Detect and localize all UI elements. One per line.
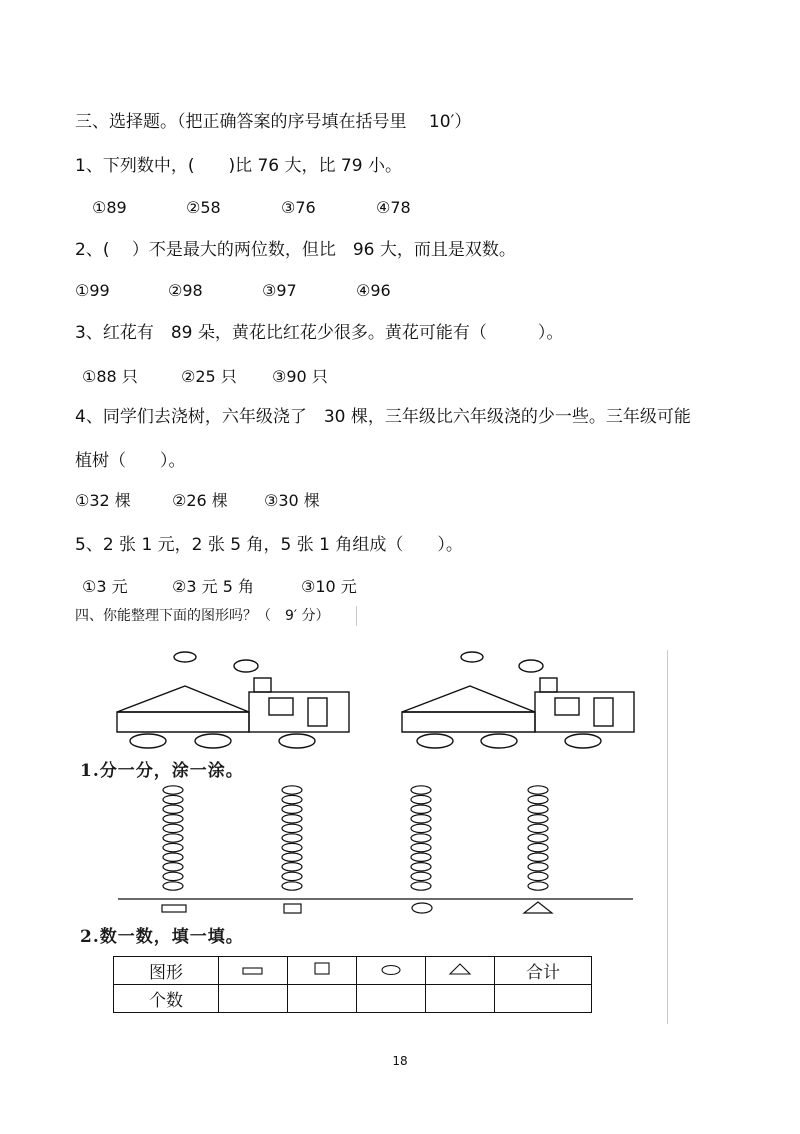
coloring-oval[interactable] (282, 872, 302, 880)
wheel-circle (279, 734, 315, 748)
coloring-oval[interactable] (163, 882, 183, 890)
rectangle-header (219, 957, 288, 985)
coloring-oval[interactable] (528, 786, 548, 794)
q3-option-3: ③90 只 (272, 367, 328, 386)
wagon-triangle (402, 686, 535, 712)
coloring-oval[interactable] (528, 795, 548, 803)
rectangle-icon (242, 966, 264, 976)
coloring-oval[interactable] (528, 882, 548, 890)
q1-option-1: ①89 (92, 198, 127, 217)
triangle-header (426, 957, 495, 985)
coloring-oval[interactable] (163, 853, 183, 861)
answer-cell[interactable] (288, 985, 357, 1013)
answer-cell[interactable] (495, 985, 592, 1013)
coloring-oval[interactable] (411, 872, 431, 880)
coloring-oval[interactable] (411, 824, 431, 832)
row-count-label: 个数 (114, 985, 219, 1013)
coloring-oval[interactable] (528, 805, 548, 813)
q1-option-3: ③76 (281, 198, 316, 217)
coloring-oval[interactable] (411, 843, 431, 851)
q5-option-1: ①3 元 (82, 577, 128, 596)
door-rectangle (594, 698, 613, 726)
wheel-circle (195, 734, 231, 748)
coloring-oval[interactable] (163, 834, 183, 842)
coloring-oval[interactable] (282, 815, 302, 823)
coloring-oval[interactable] (528, 853, 548, 861)
q1-option-4: ④78 (376, 198, 411, 217)
chimney-square (254, 678, 271, 692)
q3-stem: 3、红花有 89 朵，黄花比红花少很多。黄花可能有（ ）。 (75, 323, 564, 343)
q1-option-2: ②58 (186, 198, 221, 217)
q2-option-3: ③97 (262, 281, 297, 300)
coloring-oval[interactable] (528, 872, 548, 880)
chimney-square (540, 678, 557, 692)
coloring-oval[interactable] (282, 805, 302, 813)
q4-option-1: ①32 棵 (75, 491, 131, 510)
coloring-oval[interactable] (163, 863, 183, 871)
q2-option-2: ②98 (168, 281, 203, 300)
coloring-oval[interactable] (411, 815, 431, 823)
coloring-oval[interactable] (163, 843, 183, 851)
coloring-oval[interactable] (528, 843, 548, 851)
square-icon (313, 962, 331, 976)
q2-option-1: ①99 (75, 281, 110, 300)
answer-cell[interactable] (426, 985, 495, 1013)
answer-cell[interactable] (219, 985, 288, 1013)
q3-option-1: ①88 只 (82, 367, 138, 386)
wagon-rectangle (117, 712, 249, 732)
coloring-oval[interactable] (282, 882, 302, 890)
q4-stem-line1: 4、同学们去浇树，六年级浇了 30 棵，三年级比六年级浇的少一些。三年级可能 (75, 407, 691, 427)
coloring-oval[interactable] (411, 805, 431, 813)
q4-option-2: ②26 棵 (172, 491, 228, 510)
wheel-circle (417, 734, 453, 748)
smoke-oval (174, 652, 196, 662)
coloring-oval[interactable] (411, 786, 431, 794)
cab-rectangle (535, 692, 634, 732)
coloring-oval[interactable] (528, 834, 548, 842)
header-total: 合计 (495, 957, 592, 985)
square-label-icon (284, 904, 301, 913)
window-rectangle (269, 698, 293, 715)
q5-stem: 5、2 张 1 元，2 张 5 角，5 张 1 角组成（ ）。 (75, 535, 463, 555)
wheel-circle (565, 734, 601, 748)
q3-option-2: ②25 只 (181, 367, 237, 386)
q2-stem: 2、( ）不是最大的两位数，但比 96 大，而且是双数。 (75, 240, 516, 260)
coloring-oval[interactable] (411, 853, 431, 861)
page-number: 18 (392, 1054, 408, 1068)
coloring-oval[interactable] (282, 853, 302, 861)
coloring-oval[interactable] (282, 863, 302, 871)
section3-title: 三、选择题。（把正确答案的序号填在括号里 10′） (75, 112, 472, 132)
q4-option-3: ③30 棵 (264, 491, 320, 510)
smoke-oval (519, 660, 543, 672)
train-left (117, 652, 349, 748)
color-columns (0, 780, 800, 920)
q5-option-3: ③10 元 (301, 577, 357, 596)
coloring-oval[interactable] (163, 805, 183, 813)
tally-table (113, 956, 592, 1013)
coloring-oval[interactable] (411, 834, 431, 842)
coloring-oval[interactable] (163, 815, 183, 823)
coloring-oval[interactable] (282, 786, 302, 794)
coloring-oval[interactable] (282, 834, 302, 842)
door-rectangle (308, 698, 327, 726)
trains-illustration (0, 640, 800, 750)
coloring-oval[interactable] (163, 786, 183, 794)
triangle-icon (448, 962, 472, 976)
circle-label-icon (412, 903, 432, 913)
coloring-oval[interactable] (163, 872, 183, 880)
coloring-oval[interactable] (411, 863, 431, 871)
coloring-oval[interactable] (163, 795, 183, 803)
divider (356, 606, 357, 626)
part2-title: 2.数一数，填一填。 (80, 927, 244, 947)
coloring-oval[interactable] (282, 843, 302, 851)
window-rectangle (555, 698, 579, 715)
q5-option-2: ②3 元 5 角 (172, 577, 254, 596)
q2-option-4: ④96 (356, 281, 391, 300)
cab-rectangle (249, 692, 349, 732)
smoke-oval (234, 660, 258, 672)
smoke-oval (461, 652, 483, 662)
train-right (402, 652, 634, 748)
rectangle-label-icon (162, 905, 186, 912)
q1-stem: 1、下列数中，( )比 76 大，比 79 小。 (75, 156, 402, 176)
triangle-label-icon (524, 902, 552, 913)
coloring-oval[interactable] (411, 882, 431, 890)
wagon-triangle (117, 686, 249, 712)
wagon-rectangle (402, 712, 535, 732)
coloring-oval[interactable] (282, 824, 302, 832)
q4-stem-line2: 植树（ ）。 (75, 451, 186, 471)
wheel-circle (481, 734, 517, 748)
circle-icon (380, 964, 402, 976)
coloring-oval[interactable] (163, 824, 183, 832)
coloring-oval[interactable] (528, 863, 548, 871)
square-header (288, 957, 357, 985)
coloring-oval[interactable] (528, 824, 548, 832)
circle-header (357, 957, 426, 985)
coloring-oval[interactable] (282, 795, 302, 803)
header-shape-label: 图形 (114, 957, 219, 985)
section4-title: 四、你能整理下面的图形吗？（ 9′ 分） (75, 608, 330, 624)
coloring-oval[interactable] (528, 815, 548, 823)
wheel-circle (130, 734, 166, 748)
answer-cell[interactable] (357, 985, 426, 1013)
coloring-oval[interactable] (411, 795, 431, 803)
part1-title: 1.分一分，涂一涂。 (80, 761, 244, 781)
